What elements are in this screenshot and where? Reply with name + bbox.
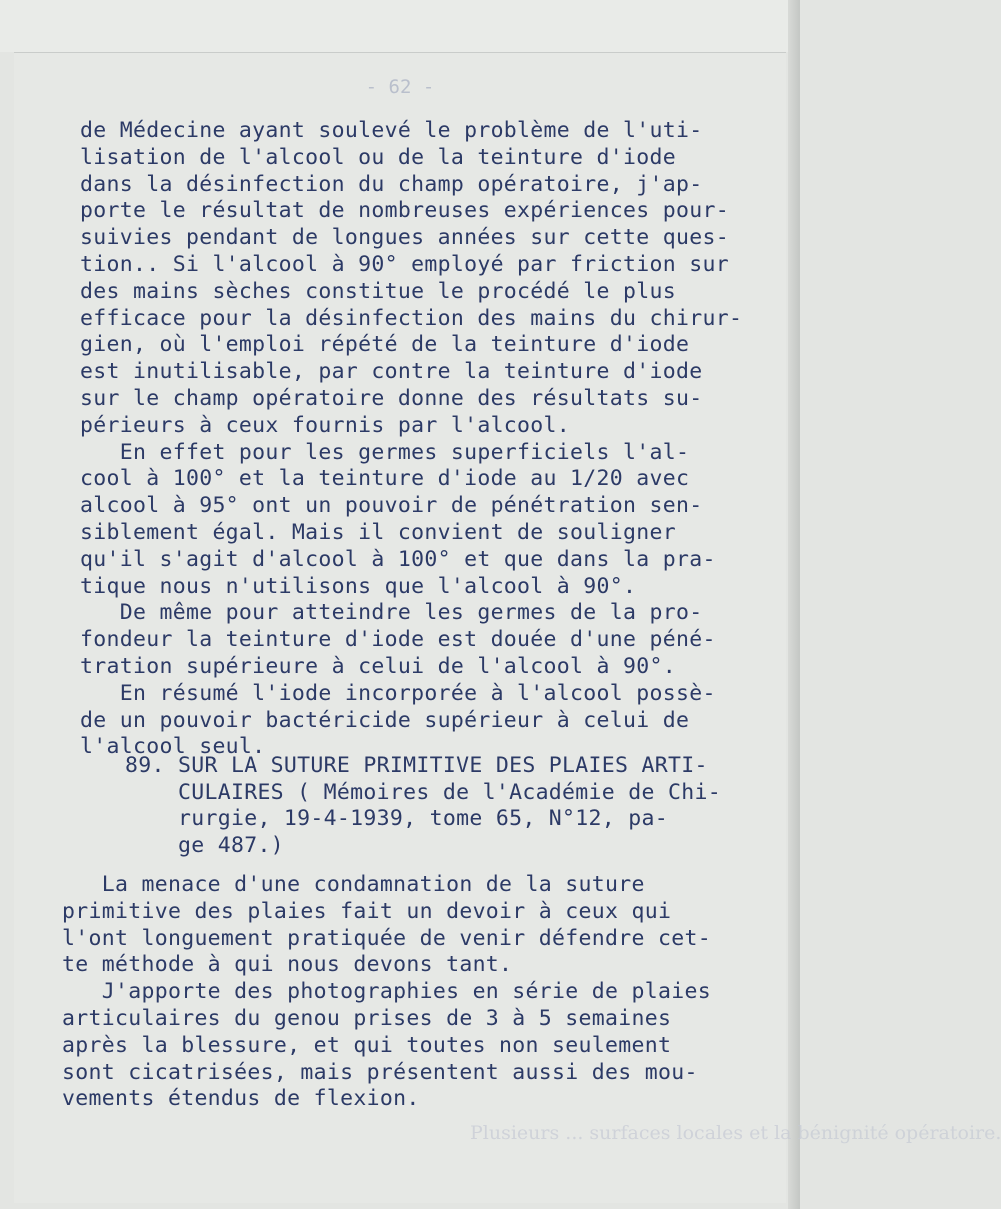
body-line: La menace d'une condamnation de la suture xyxy=(62,872,645,897)
body-line: suivies pendant de longues années sur cette ques- xyxy=(80,225,729,251)
body-line: qu'il s'agit d'alcool à 100° et que dans la pra- xyxy=(80,546,716,572)
scan-top-margin xyxy=(0,0,800,52)
body-line: périeurs à ceux fournis par l'alcool. xyxy=(80,412,571,438)
body-line: J'apporte des photographies en série de plaies xyxy=(62,979,711,1005)
body-line: cool à 100° et la teinture d'iode au 1/20 avec xyxy=(80,466,690,492)
body-line: articulaires du genou prises de 3 à 5 semaines xyxy=(62,1006,672,1031)
body-line: fondeur la teinture d'iode est douée d'une péné- xyxy=(80,627,716,653)
body-line: de Médecine ayant soulevé le problème de l'uti- xyxy=(80,118,703,143)
section-heading-line: ge 487.) xyxy=(125,832,284,858)
body-line: porte le résultat de nombreuses expériences pour- xyxy=(80,198,729,224)
body-line: dans la désinfection du champ opératoire, j'ap- xyxy=(80,171,703,197)
body-line: vements étendus de flexion. xyxy=(62,1086,420,1112)
body-line: est inutilisable, par contre la teinture d'iode xyxy=(80,359,703,385)
body-line: efficace pour la désinfection des mains du chirur- xyxy=(80,305,743,331)
body-line: tion.. Si l'alcool à 90° employé par friction sur xyxy=(80,252,729,277)
body-line: En résumé l'iode incorporée à l'alcool possè- xyxy=(80,680,716,706)
page-edge xyxy=(788,0,800,1209)
body-line: gien, où l'emploi répété de la teinture d'iode xyxy=(80,332,690,358)
body-line: te méthode à qui nous devons tant. xyxy=(62,952,513,978)
body-line: tique nous n'utilisons que l'alcool à 90°. xyxy=(80,573,637,599)
body-line: lisation de l'alcool ou de la teinture d'iode xyxy=(80,144,676,170)
body-line: des mains sèches constitue le procédé le plus xyxy=(80,278,676,304)
section-heading-line: CULAIRES ( Mémoires de l'Académie de Chi- xyxy=(125,779,721,805)
body-line: alcool à 95° ont un pouvoir de pénétration sen- xyxy=(80,493,703,519)
body-line: siblement égal. Mais il convient de souligner xyxy=(80,520,676,545)
body-line: après la blessure, et qui toutes non seulement xyxy=(62,1032,672,1058)
body-line: de un pouvoir bactéricide supérieur à celui de xyxy=(80,707,690,733)
body-line: l'ont longuement pratiquée de venir défendre cet- xyxy=(62,925,711,951)
body-line: sur le champ opératoire donne des résultats su- xyxy=(80,386,703,411)
body-line: sont cicatrisées, mais présentent aussi des mou- xyxy=(62,1059,698,1085)
body-line: l'alcool seul. xyxy=(80,734,266,760)
body-line: tration supérieure à celui de l'alcool à 90°. xyxy=(80,654,676,679)
section-heading-line: rurgie, 19-4-1939, tome 65, N°12, pa- xyxy=(125,806,669,831)
page-number: - 62 - xyxy=(365,76,435,98)
bleed-through-text: Plusieurs ... surfaces locales et la bénignité opératoire. xyxy=(470,1122,1001,1144)
section-heading-line: 89. SUR LA SUTURE PRIMITIVE DES PLAIES ARTI- xyxy=(125,753,708,778)
body-line: primitive des plaies fait un devoir à ceux qui xyxy=(62,898,672,924)
body-line: En effet pour les germes superficiels l'al- xyxy=(80,439,690,465)
body-line: De même pour atteindre les germes de la pro- xyxy=(80,600,703,626)
